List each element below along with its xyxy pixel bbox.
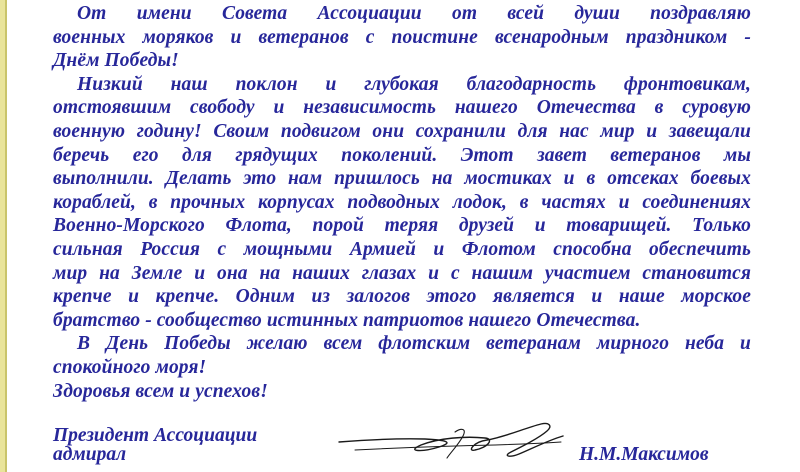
text-line: выполнили. Делать это нам пришлось на мостиках и в отсеках боевых xyxy=(53,168,751,190)
text-line: военную годину! Своим подвигом они сохранили для нас мир и завещали xyxy=(53,120,751,142)
paragraph-greeting xyxy=(53,2,751,73)
text-line: кораблей, в прочных корпусах подводных лодок, в частях и соединениях xyxy=(53,191,751,213)
text-line: Днём Победы! xyxy=(53,50,179,72)
text-line: отстоявшим свободу и независимость нашего Отечества в суровую xyxy=(53,97,751,119)
signatory-name: Н.М.Максимов xyxy=(579,444,709,465)
signatory-rank-line: адмирал xyxy=(53,444,127,465)
paragraph-wishes xyxy=(53,332,751,379)
signatory-title xyxy=(53,426,257,464)
signatory-title-line: Президент Ассоциации xyxy=(53,425,258,446)
text-line: беречь его для грядущих поколений. Этот завет ветеранов мы xyxy=(53,144,751,166)
text-line: крепче и крепче. Одним из залогов этого является и наше морское xyxy=(53,286,751,308)
text-line: От имени Совета Ассоциации от всей души поздравляю xyxy=(77,3,751,24)
text-line: спокойного моря! xyxy=(53,356,207,378)
text-line: мир на Земле и она на наших глазах и с нашим участием становится xyxy=(53,262,751,284)
text-line: военных моряков и ветеранов с поистине всенародным праздником - xyxy=(53,26,751,48)
text-line: В День Победы желаю всем флотским ветеранам мирного неба и xyxy=(77,333,751,355)
text-line: Низкий наш поклон и глубокая благодарность фронтовикам, xyxy=(77,73,751,95)
handwritten-signature xyxy=(335,412,575,472)
paragraph-closing xyxy=(53,380,751,404)
letter-body xyxy=(53,2,751,403)
text-line: сильная Россия с мощными Армией и Флотом способна обеспечить xyxy=(53,238,751,260)
text-line: Здоровья всем и успехов! xyxy=(53,380,268,402)
paragraph-gratitude xyxy=(53,73,751,333)
letter-sheet xyxy=(5,0,800,472)
text-line: Военно-Морского Флота, порой теряя друзей и товарищей. Только xyxy=(53,215,751,237)
text-line: братство - сообщество истинных патриотов нашего Отечества. xyxy=(53,309,641,331)
